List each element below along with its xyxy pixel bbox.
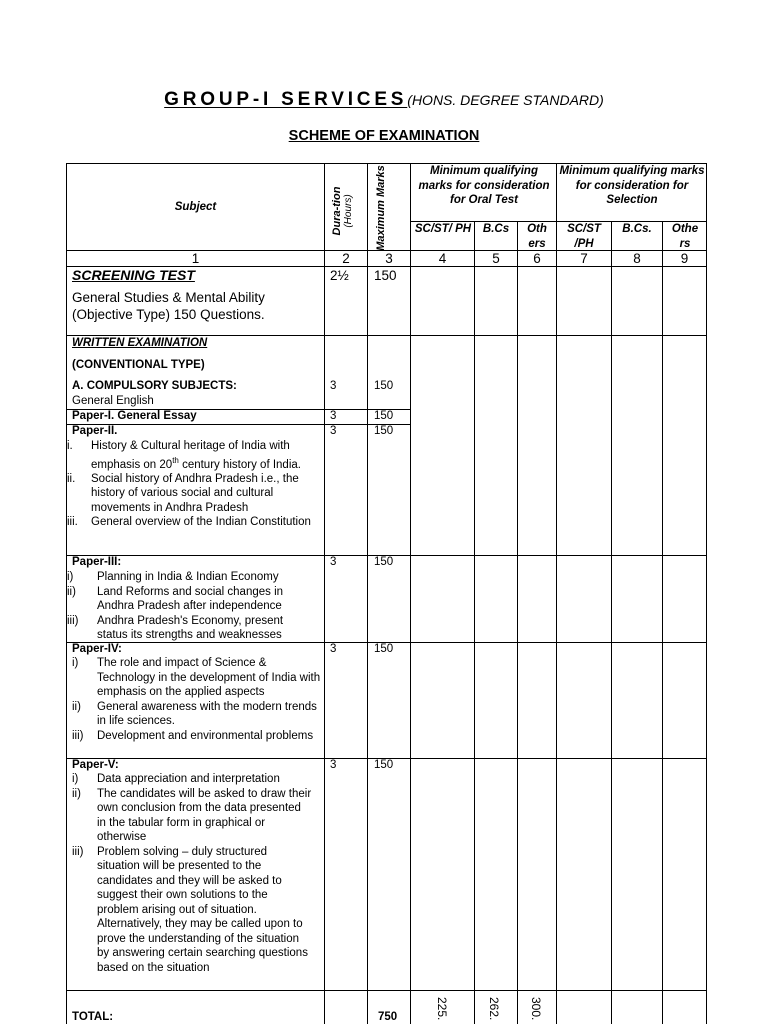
col-number: 5	[492, 251, 500, 266]
total-oral-bcs: 262.	[487, 997, 501, 1021]
list-item: i. History & Cultural heritage of India with emphasis on 20th century history of India.	[67, 440, 301, 471]
paper1-label: Paper-I. General Essay	[72, 410, 197, 422]
list-item: iii) Problem solving – duly structured situation will be presented to the candidates and they will be asked to suggest their own solutions to the problem arising out of situation. Alternatively, they may be called upon to prove the understanding of the situation by answering certain searching questions based on the situation	[72, 845, 308, 974]
screening-text: General Studies & Mental Ability (Objective Type) 150 Questions.	[72, 290, 265, 322]
screening-marks: 150	[374, 268, 397, 283]
sel-scst-header: SC/ST /PH	[567, 223, 601, 250]
paper2-marks: 150	[374, 425, 394, 437]
list-item: i) Data appreciation and interpretation	[72, 773, 280, 785]
paper3-duration: 3	[330, 556, 337, 568]
list-item: i) Planning in India & Indian Economy	[67, 571, 279, 583]
general-english: General English	[72, 395, 154, 407]
paper5-marks: 150	[374, 759, 394, 771]
col-number: 9	[680, 251, 689, 266]
col-number: 2	[342, 251, 350, 266]
col-duration-header	[331, 171, 361, 251]
paper4-list	[72, 656, 322, 743]
paper2-list	[67, 439, 319, 530]
title-sub: (HONS. DEGREE STANDARD)	[407, 92, 604, 108]
paper3-list	[67, 570, 313, 643]
written-heading: WRITTEN EXAMINATION	[72, 337, 208, 349]
written-type: (CONVENTIONAL TYPE)	[72, 359, 205, 371]
col-max-marks-header: Maximum Marks	[375, 165, 387, 251]
duration-unit: (Hours)	[343, 194, 354, 228]
screening-duration: 2½	[330, 268, 349, 283]
paper5-list	[72, 772, 312, 975]
col-number: 3	[385, 251, 393, 266]
written-duration: 3	[330, 380, 337, 392]
col-number: 1	[191, 251, 200, 266]
col-number: 6	[533, 251, 541, 266]
total-marks: 750	[378, 1011, 398, 1023]
list-item: iii) Andhra Pradesh's Economy, present status its strengths and weaknesses	[67, 614, 284, 641]
paper3-marks: 150	[374, 556, 394, 568]
col-number: 8	[633, 251, 641, 266]
paper4-marks: 150	[374, 643, 394, 655]
total-label: TOTAL:	[72, 1011, 114, 1023]
list-item: ii) General awareness with the modern trends in life sciences.	[72, 700, 317, 727]
screening-heading: SCREENING TEST	[72, 267, 195, 283]
oral-bcs-header: B.Cs	[482, 223, 510, 235]
total-oral-others: 300.	[529, 997, 543, 1021]
compulsory-heading: A. COMPULSORY SUBJECTS:	[72, 380, 237, 392]
oral-scst-header: SC/ST/ PH	[414, 223, 472, 235]
total-oral-scst: 225.	[435, 997, 449, 1021]
selection-group-header: Minimum qualifying marks for consideration for Selection	[559, 165, 705, 206]
paper5-duration: 3	[330, 759, 337, 771]
list-item: ii. Social history of Andhra Pradesh i.e., the history of various social and cultural movements in Andhra Pradesh	[67, 472, 299, 514]
sel-others-header: Othe rs	[671, 223, 699, 250]
col-number: 4	[438, 251, 447, 266]
list-item: iii) Development and environmental problems	[72, 729, 314, 742]
written-marks: 150	[374, 380, 394, 392]
title-main: GROUP-I SERVICES	[164, 89, 408, 110]
list-item: iii. General overview of the Indian Constitution	[67, 516, 311, 529]
duration-label: Dura-tion	[331, 186, 343, 236]
col-subject-header: Subject	[174, 201, 217, 213]
paper3-label: Paper-III:	[72, 556, 122, 568]
paper1-marks: 150	[374, 410, 394, 422]
sel-bcs-header: B.Cs.	[622, 223, 652, 235]
page-subtitle: SCHEME OF EXAMINATION	[288, 128, 480, 144]
oral-test-group-header: Minimum qualifying marks for consideration for Oral Test	[418, 165, 550, 206]
paper4-label: Paper-IV:	[72, 643, 122, 655]
list-item: i) The role and impact of Science & Technology in the development of India with emphasis on the applied aspects	[72, 657, 321, 698]
paper2-label: Paper-II.	[72, 425, 118, 437]
paper2-duration: 3	[330, 425, 337, 437]
list-item: ii) The candidates will be asked to draw their own conclusion from the data presented in the tabular form in graphical or otherwise	[72, 787, 312, 843]
paper4-duration: 3	[330, 643, 337, 655]
paper5-label: Paper-V:	[72, 759, 119, 771]
list-item: ii) Land Reforms and social changes in Andhra Pradesh after independence	[67, 585, 284, 612]
col-number: 7	[580, 251, 588, 266]
oral-others-header: Oth ers	[527, 223, 547, 250]
paper1-duration: 3	[330, 410, 337, 422]
